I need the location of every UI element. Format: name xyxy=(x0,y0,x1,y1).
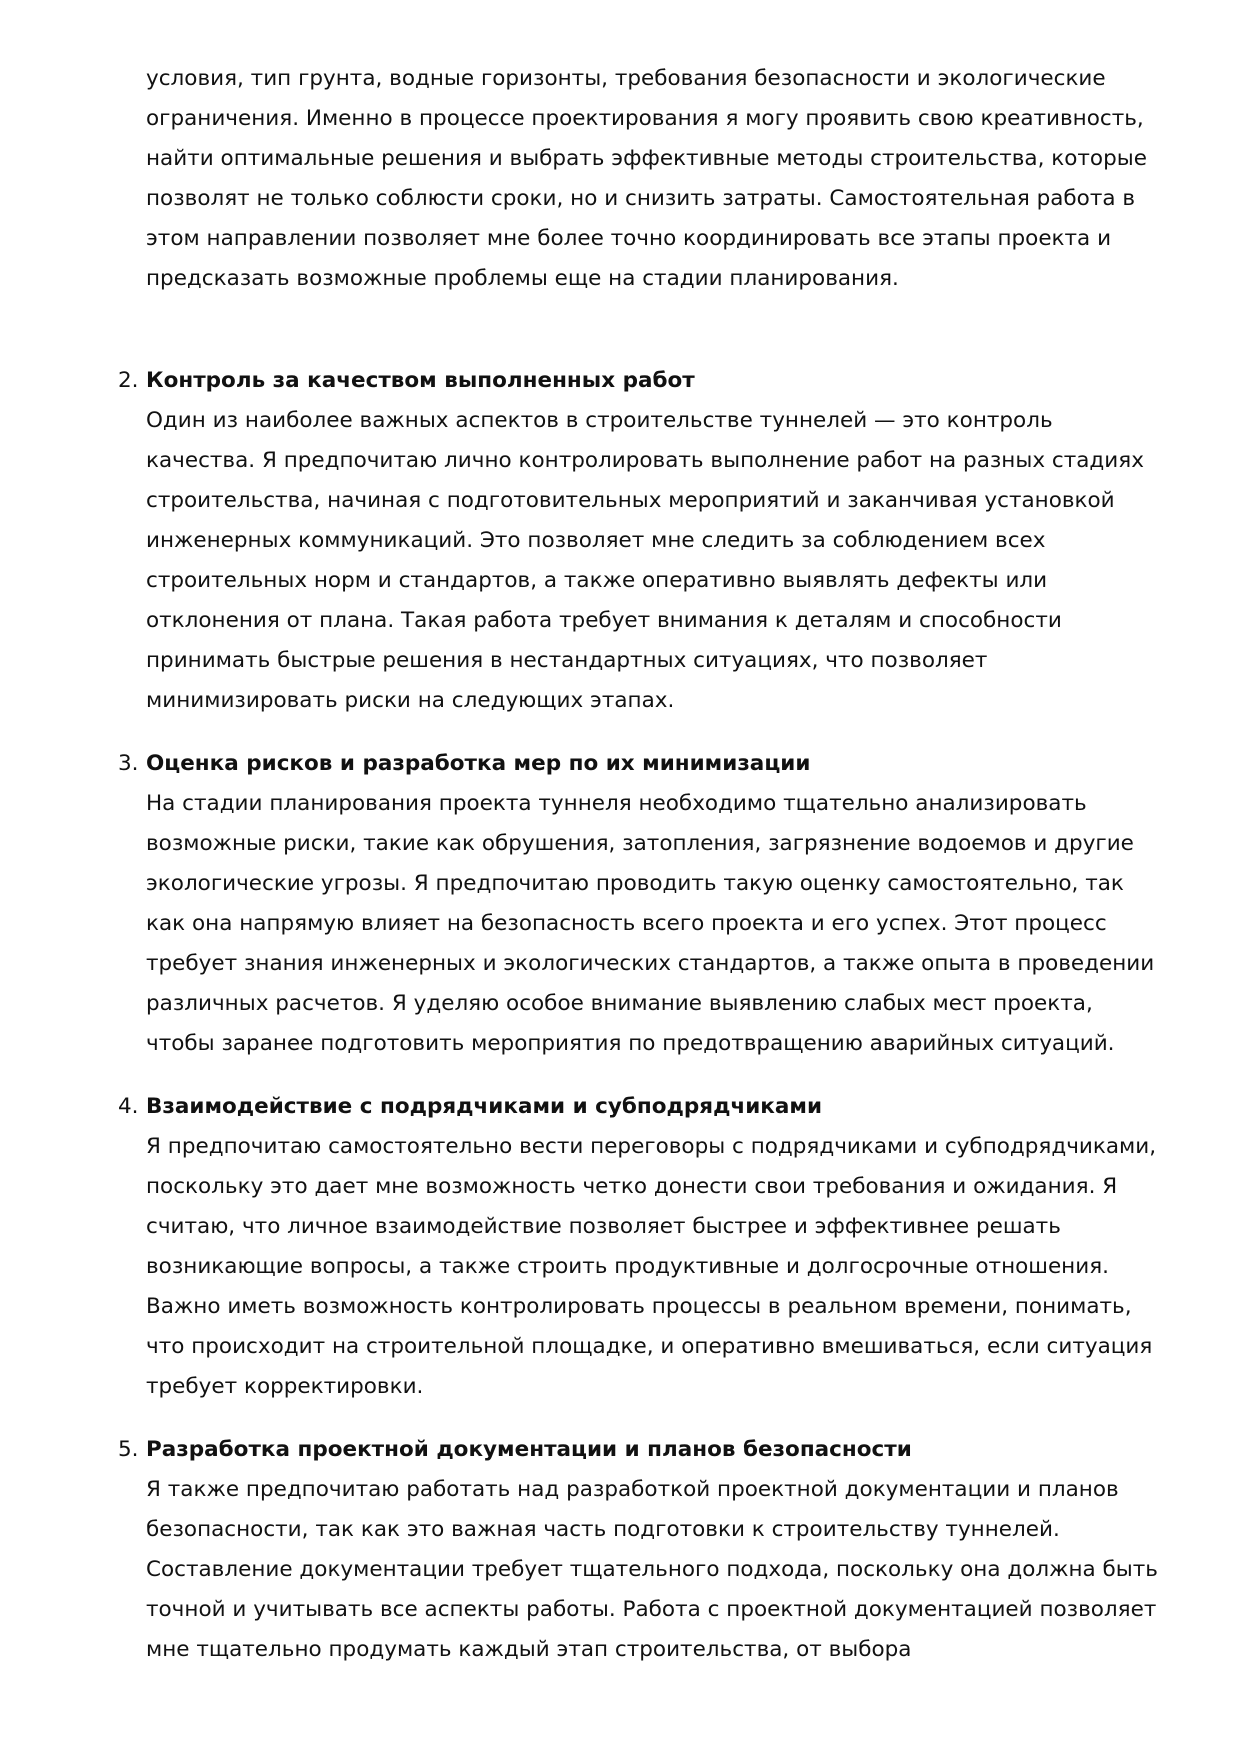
list-item-number: 4. xyxy=(118,1094,139,1119)
list-item-number: 5. xyxy=(118,1437,139,1462)
list-item-title: Оценка рисков и разработка мер по их минимизации xyxy=(146,751,811,776)
list-item-number: 3. xyxy=(118,751,139,776)
list-item-body: На стадии планирования проекта туннеля необходимо тщательно анализировать возможные риски, такие как обрушения, затопления, загрязнение водоемов и другие экологические угрозы. Я предпочитаю проводить такую оценку самостоятельно, так как она напрямую влияет на безопасность всего проекта и его успех. Этот процесс требует знания инженерных и экологических стандартов, а также опыта в проведении различных расчетов. Я уделяю особое внимание выявлению слабых мест проекта, чтобы заранее подготовить мероприятия по предотвращению аварийных ситуаций. xyxy=(146,791,1155,1056)
list-item-body: Я также предпочитаю работать над разработкой проектной документации и планов безопасности, так как это важная часть подготовки к строительству туннелей. Составление документации требует тщательного подхода, поскольку она должна быть точной и учитывать все аспекты работы. Работа с проектной документацией позволяет мне тщательно продумать каждый этап строительства, от выбора xyxy=(146,1477,1158,1662)
list-item xyxy=(118,361,1168,721)
list-item-number: 2. xyxy=(118,368,139,393)
list-item xyxy=(118,1087,1168,1407)
list-item-title: Взаимодействие с подрядчиками и субподрядчиками xyxy=(146,1094,823,1119)
list-item-body: Я предпочитаю самостоятельно вести переговоры с подрядчиками и субподрядчиками, поскольку это дает мне возможность четко донести свои требования и ожидания. Я считаю, что личное взаимодействие позволяет быстрее и эффективнее решать возникающие вопросы, а также строить продуктивные и долгосрочные отношения. Важно иметь возможность контролировать процессы в реальном времени, понимать, что происходит на строительной площадке, и оперативно вмешиваться, если ситуация требует корректировки. xyxy=(146,1134,1157,1399)
list-item xyxy=(118,744,1168,1064)
list-item xyxy=(118,1430,1168,1670)
list-item-title: Разработка проектной документации и планов безопасности xyxy=(146,1437,912,1462)
list-item-body: Один из наиболее важных аспектов в строительстве туннелей — это контроль качества. Я предпочитаю лично контролировать выполнение работ на разных стадиях строительства, начиная с подготовительных мероприятий и заканчивая установкой инженерных коммуникаций. Это позволяет мне следить за соблюдением всех строительных норм и стандартов, а также оперативно выявлять дефекты или отклонения от плана. Такая работа требует внимания к деталям и способности принимать быстрые решения в нестандартных ситуациях, что позволяет минимизировать риски на следующих этапах. xyxy=(146,408,1144,713)
intro-paragraph: условия, тип грунта, водные горизонты, требования безопасности и экологические ограничения. Именно в процессе проектирования я могу проявить свою креативность, найти оптимальные решения и выбрать эффективные методы строительства, которые позволят не только соблюсти сроки, но и снизить затраты. Самостоятельная работа в этом направлении позволяет мне более точно координировать все этапы проекта и предсказать возможные проблемы еще на стадии планирования. xyxy=(146,66,1147,291)
list-item-title: Контроль за качеством выполненных работ xyxy=(146,368,695,393)
